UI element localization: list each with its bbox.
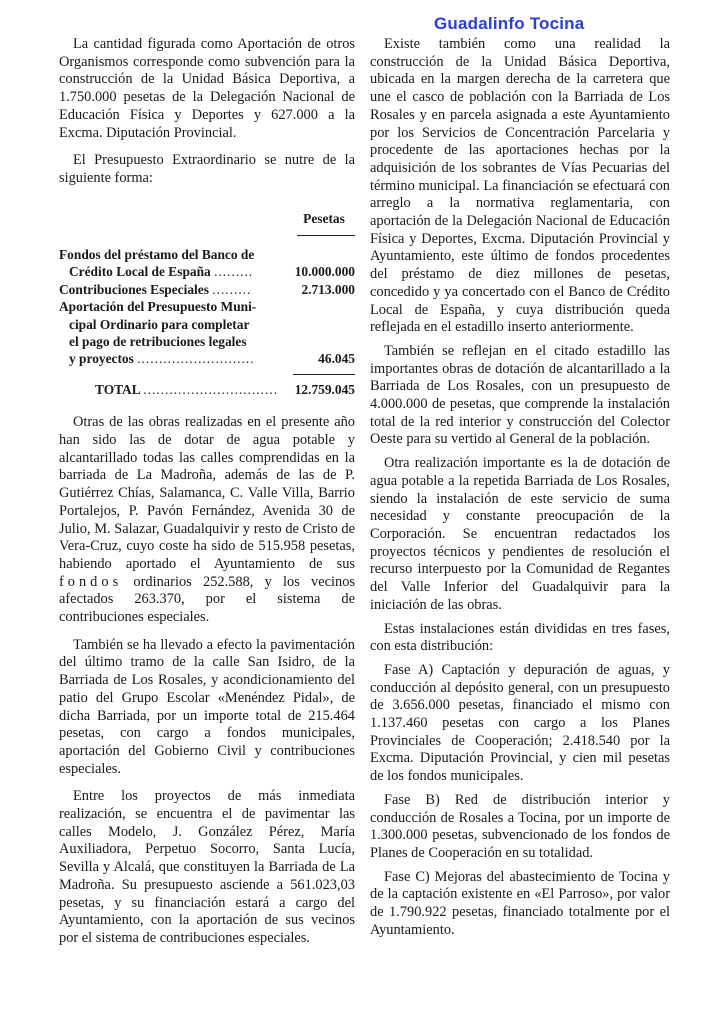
row-label: Contribuciones Especiales (59, 281, 209, 297)
leader-dots: ........................... (137, 351, 255, 367)
row-amount: 10.000.000 (294, 264, 355, 280)
paragraph: Estas instalaciones están divididas en tres fases, con esta distribución: (370, 620, 670, 655)
total-amount: 12.759.045 (294, 381, 355, 397)
row-label: Crédito Local de España (69, 264, 211, 280)
budget-total-row (59, 381, 355, 398)
paragraph: Fase A) Captación y depuración de aguas, y conducción al depósito general, con un presupuesto de 3.656.000 pesetas, financiado el mismo con 1.137.460 pesetas con cargo a los Planes Provinciales de Cooperación; 2.418.540 por la Excma. Diputación Provincial, y cien mil pesetas de los fondos municipales. (370, 661, 670, 785)
text-run: Otras de las obras realizadas en el presente año han sido las de dotar de agua potable y alcantarillado todas las calles comprendidas en la barriada de La Madroña, además de las de P. Gutiérrez Chías, Salamanca, C. Valle Villa, Barrio Portalejos, P. Pavón Fernández, Avenida 30 de Julio, M. Salazar, Guadalquivir y resto de Cristo de Vera-Cruz, cuyo coste ha sido de 515.958 pesetas, habiendo aportado el Ayuntamiento de sus (59, 414, 355, 572)
paragraph: También se reflejan en el citado estadillo las importantes obras de dotación de alcantarillado a la Barriada de Los Rosales, con un presupuesto de 4.000.000 de pesetas, que comprende la instalación total de la red interior y construcción del Colector Oeste para su vertido al General de la población. (370, 342, 670, 448)
total-label: TOTAL (95, 381, 140, 397)
row-label: y proyectos (69, 351, 134, 367)
header-rule (297, 235, 355, 236)
paragraph: También se ha llevado a efecto la pavimentación del último tramo de la calle San Isidro, de la Barriada de Los Rosales, y acondicionamiento del patio del Grupo Escolar «Menéndez Pidal», de dicha Barriada, por un importe total de 215.464 pesetas, con cargo a fondos municipales, aportación del Gobierno Civil y contribuciones especiales. (59, 636, 355, 777)
row-amount: 2.713.000 (301, 281, 355, 297)
leader-dots: ............................... (143, 381, 279, 397)
paragraph: Fase B) Red de distribución interior y conducción de Rosales a Tocina, por un importe de 1.300.000 pesetas, subvencionado de los fondos de Planes de Cooperación en su totalidad. (370, 791, 670, 861)
paragraph: Fase C) Mejoras del abastecimiento de Tocina y de la captación existente en «El Parroso», por valor de 1.790.922 pesetas, financiado totalmente por el Ayuntamiento. (370, 868, 670, 938)
paragraph: La cantidad figurada como Aportación de otros Organismos corresponde como subvención para la construcción de la Unidad Básica Deportiva, a 1.750.000 pesetas de la Delegación Nacional de Educación Física y Deportes y 627.000 a la Excma. Diputación Provincial. (59, 36, 355, 141)
watermark-text: Guadalinfo Tocina (434, 14, 585, 33)
budget-row (59, 281, 355, 298)
row-label: cipal Ordinario para completar (69, 316, 250, 332)
right-column (370, 36, 670, 945)
left-column (59, 36, 355, 958)
row-label: Aportación del Presupuesto Muni- (59, 299, 257, 315)
currency-header: Pesetas (303, 210, 345, 226)
paragraph: Otra realización importante es la de dotación de agua potable a la repetida Barriada de Los Rosales, siendo la instalación de este servicio de suma necesidad y constante preocupación de la Corporación. Se encuentran redactados los proyectos técnicos y pendientes de resolución el recurso interpuesto por la Comunidad de Regantes del Valle Inferior del Guadalquivir para la iniciación de las obras. (370, 455, 670, 613)
paragraph: Entre los proyectos de más inmediata realización, se encuentra el de pavimentar las calles Modelo, J. González Pérez, María Auxiliadora, Perpetuo Socorro, Santa Lucía, Sevilla y Alcalá, que constituyen la Barriada de La Madroña. Su presupuesto asciende a 561.023,03 pesetas, y su financiación estará a cargo del Ayuntamiento, con la aportación de sus vecinos por el sistema de contribuciones especiales. (59, 788, 355, 946)
total-rule (293, 374, 355, 375)
row-label: Fondos del préstamo del Banco de (59, 247, 255, 263)
text-run: fondos (59, 573, 123, 590)
text-run: ordinarios 252.588, y los vecinos afectados 263.370, por el sistema de contribuciones especiales. (59, 573, 355, 626)
row-amount: 46.045 (318, 351, 355, 367)
paragraph: El Presupuesto Extraordinario se nutre de la siguiente forma: (59, 152, 355, 186)
paragraph (59, 414, 355, 626)
paragraph: Existe también como una realidad la construcción de la Unidad Básica Deportiva, ubicada en la margen derecha de la carretera que une el casco de población con la Barriada de Los Rosales y en parcela asignada a este Ayuntamiento por los Servicios de Concentración Parcelaria y procedente de las aportaciones hechas por la adquisición de los sobrantes de Vías Pecuarias del término municipal. La financiación se efectuará con arreglo a la normativa reglamentaria, con aportación de la Delegación Nacional de Educación Física y Deportes, Excma. Diputación Provincial y Ayuntamiento, este último de fondos procedentes del préstamo de diez millones de pesetas, concedido y ya concertado con el Banco de Crédito Local de España, y cuya distribución queda reflejada en el estadillo inserto anteriormente. (370, 36, 670, 336)
budget-table (59, 210, 355, 399)
row-label: el pago de retribuciones legales (69, 334, 247, 350)
budget-row (59, 298, 355, 368)
leader-dots: ......... (214, 264, 254, 280)
budget-row (59, 246, 355, 281)
leader-dots: ......... (212, 281, 252, 297)
